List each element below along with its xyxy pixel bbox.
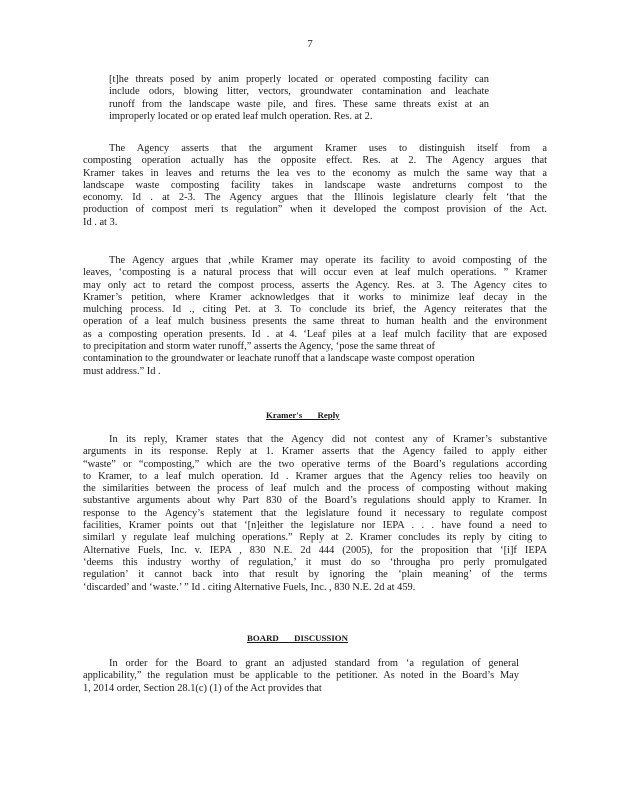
paragraph-line: production of compost meri ts regulation” when it developed the compost provision of the Act.: [83, 204, 547, 216]
paragraph-line: “waste” or “composting,” which are the two operative terms of the Board’s regulations according: [83, 458, 547, 470]
paragraph-kramer-reply: [83, 434, 547, 594]
paragraph-line: Kramer takes in leaves and returns the lea ves to the economy as mulch the same way that a: [83, 167, 547, 179]
paragraph-agency-asserts: [83, 143, 547, 229]
paragraph-line: contamination to the groundwater or leachate runoff that a landscape waste compost operation: [83, 353, 475, 365]
paragraph-line: applicability,” the regulation must be applicable to the petitioner. As noted in the Board’s May: [83, 670, 519, 682]
paragraph-line: as a composting operation presents. Id . at 4. ‘Leaf piles at a leaf mulch facility that are exposed: [83, 328, 547, 340]
paragraph-line: ‘deems this industry worthy of regulation,’ it must do so ‘througha pro perly promulgated: [83, 556, 547, 568]
paragraph-agency-argues: [83, 255, 547, 378]
paragraph-line: composting operation actually has the opposite effect. Res. at 2. The Agency argues that: [83, 155, 547, 167]
paragraph-line: to precipitation and storm water runoff,” asserts the Agency, ‘pose the same threat of: [83, 341, 436, 353]
paragraph-line: In order for the Board to grant an adjusted standard from ‘a regulation of general: [109, 658, 519, 669]
paragraph-line: substantive arguments about why Part 830 of the Board’s regulations should apply to Kramer. In: [83, 495, 547, 507]
paragraph-line: response to the Agency’s statement that the legislature found it necessary to regulate compost: [83, 507, 547, 519]
paragraph-line: to Kramer, to a leaf mulch operation. Id . Kramer argues that the Agency relies too heavily on: [83, 470, 547, 482]
paragraph-line: facilities, Kramer points out that ‘[n]either the legislature nor IEPA . . . have found a need to: [83, 520, 547, 532]
paragraph-line: Id . at 3.: [83, 216, 118, 228]
paragraph-line: regulation’ it cannot back into that result by ignoring the ‘plain meaning’ of the terms: [83, 569, 547, 581]
paragraph-line: 1, 2014 order, Section 28.1(c) (1) of the Act provides that: [83, 682, 322, 694]
page-number: 7: [307, 38, 313, 50]
paragraph-line: mulching process. Id ., citing Pet. at 3. To conclude its brief, the Agency reiterates that the: [83, 304, 547, 316]
block-quote: [109, 74, 489, 123]
quote-line: improperly located or op erated leaf mulch operation. Res. at 2.: [109, 110, 373, 122]
paragraph-line: ‘discarded’ and ‘waste.’ ” Id . citing Alternative Fuels, Inc. , 830 N.E. 2d at 459.: [83, 581, 416, 593]
paragraph-line: may only act to retard the compost process, asserts the Agency. Res. at 3. The Agency cites to: [83, 279, 547, 291]
paragraph-line: In its reply, Kramer states that the Agency did not contest any of Kramer’s substantive: [109, 434, 547, 445]
paragraph-board-discussion: [83, 658, 547, 695]
quote-line: runoff from the landscape waste pile, and fires. These same threats exist at an: [109, 98, 489, 110]
paragraph-line: Kramer’s petition, where Kramer acknowledges that it works to minimize leaf decay in the: [83, 291, 547, 303]
paragraph-line: the similarities between the process of leaf mulch and the process of composting without making: [83, 483, 547, 495]
paragraph-line: Alternative Fuels, Inc. v. IEPA , 830 N.E. 2d 444 (2005), for the proposition that ‘[i]f IEPA: [83, 544, 547, 556]
paragraph-line: leaves, ‘composting is a natural process that will occur even at leaf mulch operations. ” Kramer: [83, 267, 547, 279]
paragraph-line: economy. Id . at 2-3. The Agency argues that the Illinois legislature clearly felt ‘that the: [83, 192, 547, 204]
paragraph-line: The Agency argues that ,while Kramer may operate its facility to avoid composting of the: [109, 255, 547, 266]
paragraph-line: The Agency asserts that the argument Kramer uses to distinguish itself from a: [109, 143, 547, 154]
paragraph-line: similarl y regulate leaf mulching operations.” Reply at 2. Kramer concludes its reply by citing to: [83, 532, 547, 544]
paragraph-line: operation of a leaf mulch business presents the same threat to human health and the environment: [83, 316, 547, 328]
paragraph-line: arguments in its response. Reply at 1. Kramer asserts that the Agency failed to apply either: [83, 446, 547, 458]
quote-line: include odors, blowing litter, vectors, groundwater contamination and leachate: [109, 86, 489, 98]
section-heading-kramers-reply: Kramer's Reply: [266, 410, 340, 420]
paragraph-line: must address.” Id .: [83, 365, 161, 377]
quote-line: [t]he threats posed by anim properly located or operated composting facility can: [109, 74, 489, 85]
paragraph-line: landscape waste composting facility takes in landscape waste andreturns compost to the: [83, 179, 547, 191]
section-heading-board-discussion: BOARD DISCUSSION: [247, 633, 348, 643]
